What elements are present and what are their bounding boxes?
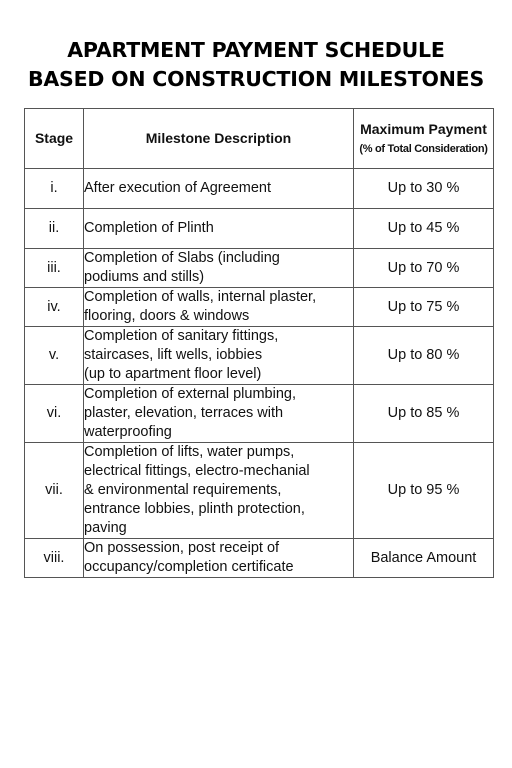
description-line: Completion of external plumbing, [84, 386, 296, 402]
maximum-payment-cell: Up to 45 % [354, 209, 494, 249]
header-payment-label: Maximum Payment [360, 120, 487, 137]
maximum-payment-cell: Up to 30 % [354, 169, 494, 209]
payment-schedule-table [24, 108, 494, 578]
table-row [25, 249, 494, 288]
description-line: electrical fittings, electro-mechanial [84, 463, 310, 479]
milestone-description-cell [84, 443, 354, 539]
header-stage: Stage [25, 109, 84, 169]
stage-cell: iii. [25, 249, 84, 288]
description-line: paving [84, 520, 127, 536]
header-description: Milestone Description [84, 109, 354, 169]
maximum-payment-cell: Up to 80 % [354, 327, 494, 385]
table-row [25, 209, 494, 249]
maximum-payment-cell: Up to 75 % [354, 288, 494, 327]
title-line-2: BASED ON CONSTRUCTION MILESTONES [27, 67, 485, 91]
description-line: After execution of Agreement [84, 180, 271, 196]
table-row [25, 327, 494, 385]
maximum-payment-cell: Up to 85 % [354, 385, 494, 443]
description-line: entrance lobbies, plinth protection, [84, 501, 305, 517]
milestone-description-cell [84, 288, 354, 327]
description-line: occupancy/completion certificate [84, 559, 294, 575]
milestone-description-cell [84, 385, 354, 443]
description-line: staircases, lift wells, iobbies [84, 347, 263, 363]
description-line: On possession, post receipt of [84, 540, 280, 556]
stage-cell: viii. [25, 539, 84, 578]
description-line: Completion of sanitary fittings, [84, 328, 279, 344]
description-line: Completion of Plinth [84, 220, 214, 236]
stage-cell: iv. [25, 288, 84, 327]
table-row [25, 169, 494, 209]
stage-cell: ii. [25, 209, 84, 249]
milestone-description-cell [84, 539, 354, 578]
table-row [25, 443, 494, 539]
table-header-row [25, 109, 494, 169]
description-line: flooring, doors & windows [84, 308, 250, 324]
description-line: Completion of Slabs (including [84, 250, 280, 266]
description-line: plaster, elevation, terraces with [84, 405, 284, 421]
description-line: (up to apartment floor level) [84, 366, 262, 382]
description-line: & environmental requirements, [84, 482, 282, 498]
description-line: waterproofing [84, 424, 172, 440]
table-row [25, 288, 494, 327]
description-line: Completion of lifts, water pumps, [84, 444, 295, 460]
table-row [25, 539, 494, 578]
stage-cell: vi. [25, 385, 84, 443]
stage-cell: v. [25, 327, 84, 385]
page-title [0, 36, 512, 94]
stage-cell: vii. [25, 443, 84, 539]
maximum-payment-cell: Balance Amount [354, 539, 494, 578]
maximum-payment-cell: Up to 95 % [354, 443, 494, 539]
milestone-description-cell [84, 209, 354, 249]
maximum-payment-cell: Up to 70 % [354, 249, 494, 288]
header-payment [354, 109, 494, 169]
table-row [25, 385, 494, 443]
header-payment-sub: (% of Total Consideration) [359, 142, 488, 155]
description-line: podiums and stills) [84, 269, 205, 285]
title-line-1: APARTMENT PAYMENT SCHEDULE [67, 38, 445, 62]
milestone-description-cell [84, 249, 354, 288]
stage-cell: i. [25, 169, 84, 209]
description-line: Completion of walls, internal plaster, [84, 289, 317, 305]
milestone-description-cell [84, 327, 354, 385]
table-body [25, 169, 494, 578]
milestone-description-cell [84, 169, 354, 209]
